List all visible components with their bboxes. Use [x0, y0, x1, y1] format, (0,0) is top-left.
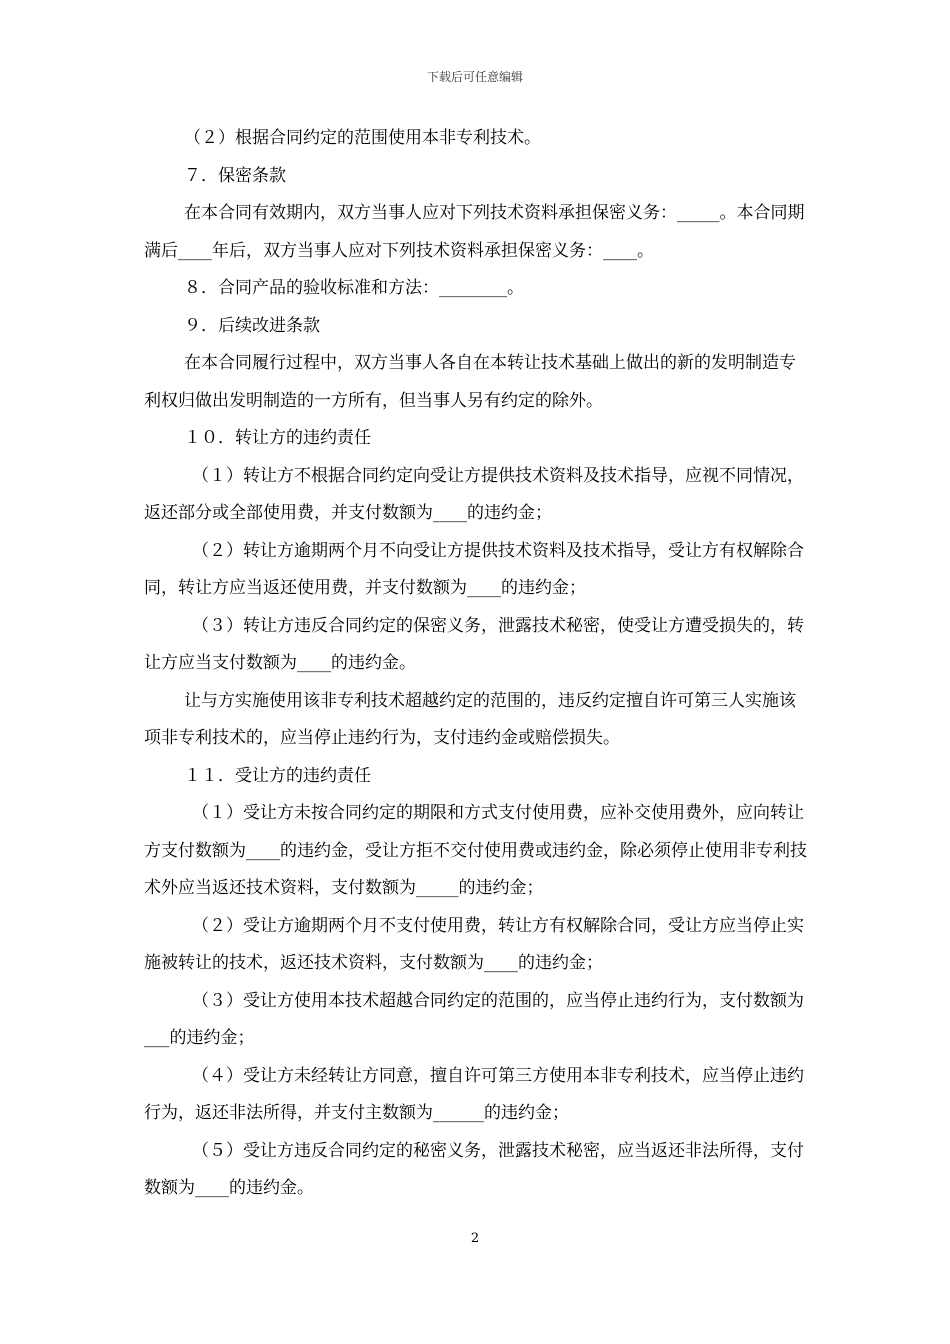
page-number: 2: [470, 1231, 480, 1246]
paragraph-improvement: 在本合同履行过程中，双方当事人各自在本转让技术基础上做出的新的发明制造专利权归做出发明制造的一方所有，但当事人另有约定的除外。: [144, 353, 796, 411]
heading-7-confidentiality: ７．保密条款: [184, 165, 286, 186]
heading-8-acceptance: ８．合同产品的验收标准和方法：________。: [184, 278, 524, 298]
clause-11-2: （２）受让方逾期两个月不支付使用费，转让方有权解除合同，受让方应当停止实施被转让的技术，返还技术资料，支付数额为____的违约金；: [144, 915, 804, 973]
clause-11-3: （３）受让方使用本技术超越合同约定的范围的，应当停止违约行为，支付数额为___的违约金；: [144, 990, 804, 1048]
paragraph-scope-violation: 让与方实施使用该非专利技术超越约定的范围的，违反约定擅自许可第三人实施该项非专利技术的，应当停止违约行为，支付违约金或赔偿损失。: [144, 690, 796, 748]
clause-10-1: （１）转让方不根据合同约定向受让方提供技术资料及技术指导，应视不同情况，返还部分或全部使用费，并支付数额为____的违约金；: [144, 465, 804, 523]
document-body: [144, 120, 812, 1208]
clause-11-5: （５）受让方违反合同约定的秘密义务，泄露技术秘密，应当返还非法所得，支付数额为____的违约金。: [144, 1140, 804, 1198]
clause-10-3: （３）转让方违反合同约定的保密义务，泄露技术秘密，使受让方遭受损失的，转让方应当支付数额为____的违约金。: [144, 615, 804, 673]
heading-9-improvement: ９．后续改进条款: [184, 315, 320, 336]
clause-10-2: （２）转让方逾期两个月不向受让方提供技术资料及技术指导，受让方有权解除合同，转让方应当返还使用费，并支付数额为____的违约金；: [144, 540, 804, 598]
clause-11-4: （４）受让方未经转让方同意，擅自许可第三方使用本非专利技术，应当停止违约行为，返还非法所得，并支付主数额为______的违约金；: [144, 1065, 804, 1123]
heading-10-transferor-liability: １０．转让方的违约责任: [184, 428, 371, 448]
heading-11-transferee-liability: １１．受让方的违约责任: [184, 765, 371, 786]
paragraph-confidentiality: 在本合同有效期内，双方当事人应对下列技术资料承担保密义务：_____。本合同期满后____年后，双方当事人应对下列技术资料承担保密义务：____。: [144, 203, 805, 261]
clause-11-1: （１）受让方未按合同约定的期限和方式支付使用费，应补交使用费外，应向转让方支付数额为____的违约金，受让方拒不交付使用费或违约金，除必须停止使用非专利技术外应当返还技术资料，支付数额为_____的违约金；: [144, 803, 807, 898]
page-header: 下载后可任意编辑: [426, 70, 523, 84]
clause-6-2: （２）根据合同约定的范围使用本非专利技术。: [184, 128, 541, 148]
